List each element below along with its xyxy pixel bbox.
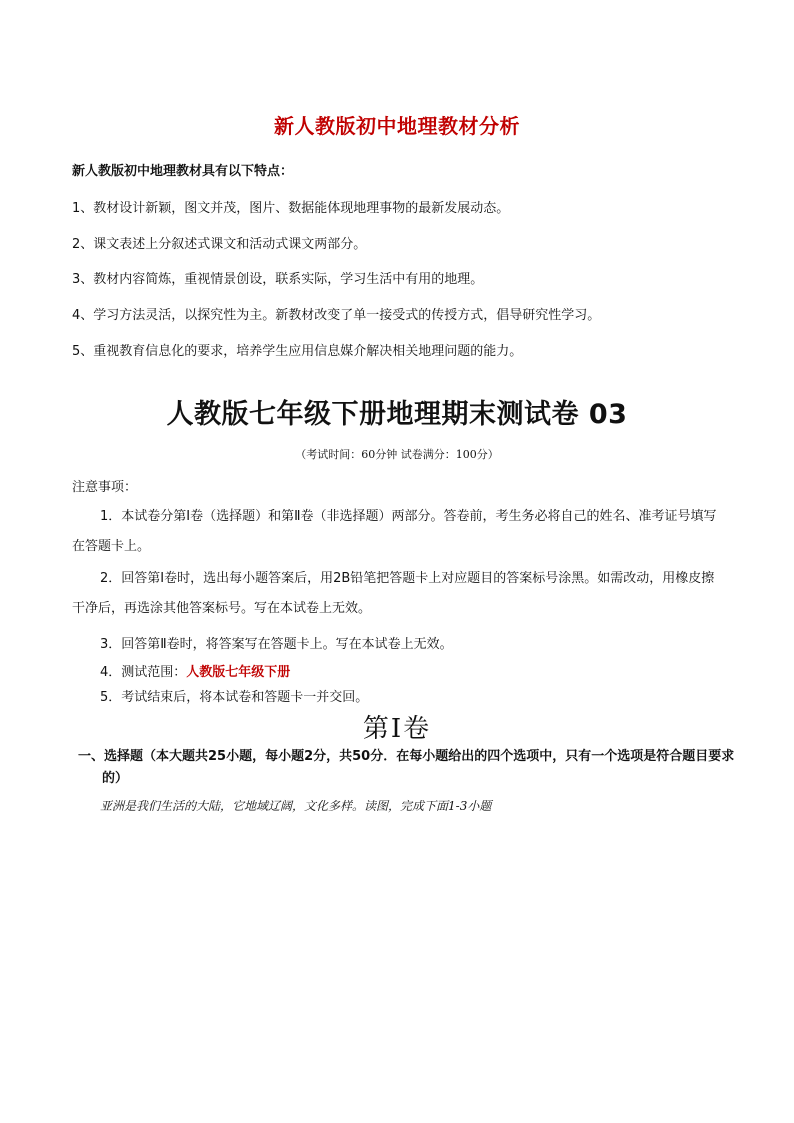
notes-heading: 注意事项：	[72, 480, 138, 495]
note-4-scope: 人教版七年级下册	[186, 665, 291, 680]
section-heading: 一、选择题（本大题共25小题，每小题2分，共50分．在每小题给出的四个选项中，只有一个选项是符合题目要求的）	[78, 749, 735, 786]
feature-item-2: 2、课文表述上分叙述式课文和活动式课文两部分。	[72, 237, 367, 252]
analysis-intro: 新人教版初中地理教材具有以下特点：	[72, 164, 294, 179]
note-4	[100, 661, 290, 680]
note-2: 2．回答第Ⅰ卷时，选出每小题答案后，用2B铅笔把答题卡上对应题目的答案标号涂黑。如需改动，用橡皮擦干净后，再选涂其他答案标号。写在本试卷上无效。	[72, 571, 715, 616]
volume-title: 第Ⅰ卷	[362, 714, 432, 744]
note-3: 3．回答第Ⅱ卷时，将答案写在答题卡上。写在本试卷上无效。	[100, 637, 453, 652]
note-1: 1．本试卷分第Ⅰ卷（选择题）和第Ⅱ卷（非选择题）两部分。答卷前，考生务必将自己的姓名、准考证号填写在答题卡上。	[72, 509, 717, 554]
note-4-label: 4．测试范围：	[100, 665, 187, 680]
question-lead: 亚洲是我们生活的大陆，它地域辽阔，文化多样。读图，完成下面1-3小题	[100, 799, 492, 813]
feature-item-5: 5、重视教育信息化的要求，培养学生应用信息媒介解决相关地理问题的能力。	[72, 344, 523, 359]
exam-meta: （考试时间：60分钟 试卷满分：100分）	[295, 448, 499, 461]
feature-item-1: 1、教材设计新颖，图文并茂，图片、数据能体现地理事物的最新发展动态。	[72, 201, 510, 216]
exam-title: 人教版七年级下册地理期末测试卷 03	[166, 399, 628, 430]
feature-item-3: 3、教材内容简炼，重视情景创设，联系实际，学习生活中有用的地理。	[72, 272, 484, 287]
analysis-title: 新人教版初中地理教材分析	[274, 114, 520, 138]
feature-item-4: 4、学习方法灵活，以探究性为主。新教材改变了单一接受式的传授方式，倡导研究性学习。	[72, 308, 601, 323]
note-5: 5．考试结束后，将本试卷和答题卡一并交回。	[100, 690, 369, 705]
